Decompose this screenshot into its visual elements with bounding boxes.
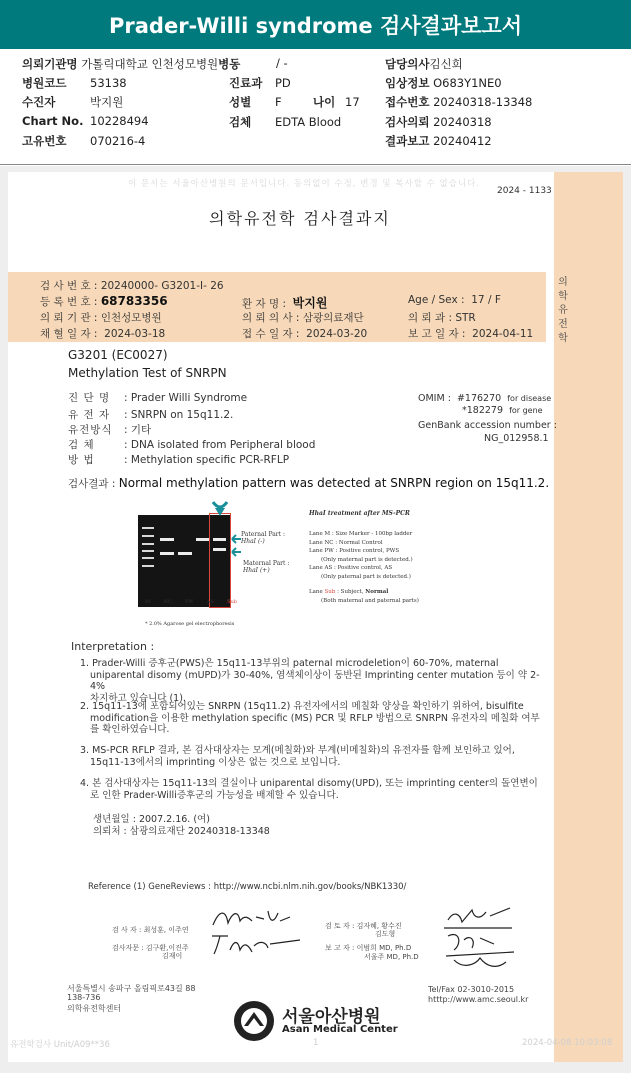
gel-lane-labels: M NC PW AS Sub — [145, 599, 237, 605]
requester: 의뢰처 : 삼광의료재단 20240318-13348 — [93, 826, 270, 837]
arrow-left-icon — [228, 547, 242, 557]
reg-no: 등 록 번 호 : 68783356 — [40, 294, 168, 308]
detail-specimen: 검 체 : DNA isolated from Peripheral blood — [68, 439, 316, 451]
header-dept-value: / - — [276, 56, 288, 70]
divider — [0, 49, 631, 51]
header-dept: 진료과 PD — [229, 76, 291, 90]
reporter-b: 서울주 MD, Ph.D — [364, 953, 419, 961]
footer-left: 유전학검사 Unit/A09**36 — [10, 1040, 110, 1050]
detail-gene: 유 전 자 : SNRPN on 15q11.2. — [68, 409, 234, 421]
header-request-date: 검사의뢰 20240318 — [385, 115, 492, 129]
interpretation-title: Interpretation : — [71, 640, 155, 653]
examiner2-b: 김재이 — [162, 952, 183, 960]
exam-no: 검 사 번 호 : 20240000- G3201-I- 26 — [40, 280, 224, 292]
hospital-logo — [233, 1000, 275, 1042]
request-inst: 의 뢰 기 관 : 인천성모병원 — [40, 312, 162, 324]
reviewer: 검 토 자 : 김자혜, 황수진 — [325, 922, 402, 930]
signature-image — [440, 900, 520, 980]
genbank-value: NG_012958.1 — [484, 433, 549, 444]
interpretation-item: 2. 15q11-13에 포함되어있는 SNRPN (15q11.2) 유전자에서의 메칠화 양상을 확인하기 위하여, bisulfite modification을 이용한 methylation specific (MS) PCR 및 RFLP 방법으로 SNRPN 유전자의 메칠화 여부 를 확인하였습니다. — [80, 701, 540, 735]
patient-name: 환 자 명 : 박지원 — [242, 296, 328, 310]
header-report-date: 결과보고 20240412 — [385, 134, 492, 148]
signature-image — [208, 903, 293, 931]
contact-line: htttp://www.amc.seoul.kr — [428, 995, 529, 1004]
age-sex: Age / Sex : 17 / F — [408, 294, 501, 306]
header-unique-no: 고유번호 070216-4 — [22, 134, 146, 148]
header-doctor: 담당의사김신희 — [385, 57, 463, 71]
address-line: 서울특별시 송파구 올림픽로43길 88 — [67, 984, 196, 993]
header-chart-no: Chart No. 10228494 — [22, 114, 149, 128]
footer-timestamp: 2024-04-08 10:03:08 — [522, 1038, 613, 1048]
report-date: 보 고 일 자 : 2024-04-11 — [408, 328, 534, 340]
subject-lane-highlight — [209, 513, 231, 608]
gel-legend: Lane M : Size Marker - 100bp ladder Lane NC : Normal Control Lane PW : Positive control, PWS (Only maternal part is detected.) Lane AS : Positive control, AS (Only paternal part is detected.) — [309, 531, 413, 580]
header-specimen: 검체 EDTA Blood — [229, 115, 342, 129]
address-line: 138-736 — [67, 993, 101, 1002]
interpretation-item: 1. Prader-Willi 증후군(PWS)은 15q11-13부위의 paternal microdeletion이 60-70%, maternal uniparental disomy (mUPD)가 30-40%, 염색체이상이 동반된 Imprinting center mutation 등이 약 2-4% 차지하고 있습니다 (1). — [80, 658, 540, 704]
reporter: 보 고 자 : 이범희 MD, Ph.D — [325, 944, 412, 952]
receive-date: 접 수 일 자 : 2024-03-20 — [242, 328, 368, 340]
contact-line: Tel/Fax 02-3010-2015 — [428, 985, 515, 994]
report-title-bar — [0, 0, 631, 49]
report-title: Prader-Willi syndrome 검사결과보고서 — [109, 13, 522, 38]
side-label: 의 학 유 전 학 — [558, 277, 568, 344]
header-clinical-info: 임상정보 O683Y1NE0 — [385, 76, 502, 90]
examiner2: 검사자문 : 김구환,이진주 — [112, 944, 189, 952]
exam-info-box — [8, 272, 546, 342]
address-line: 의학유전학센터 — [67, 1004, 122, 1013]
header-divider — [0, 164, 631, 165]
detail-inheritance: 유전방식 : 기타 — [68, 424, 152, 436]
request-dept: 의 뢰 과 : STR — [408, 312, 476, 324]
test-name: Methylation Test of SNRPN — [68, 366, 227, 380]
genbank-label: GenBank accession number : — [418, 420, 557, 431]
birth-date: 생년월일 : 2007.2.16. (여) — [93, 814, 210, 825]
omim-2: *182279 for gene — [462, 405, 543, 416]
header-inst: 의뢰기관명 가톨릭대학교 인천성모병원병동 — [22, 57, 241, 71]
omim-1: OMIM : #176270 for disease — [418, 393, 552, 404]
detail-diagnosis: 진 단 명 : Prader Willi Syndrome — [68, 392, 248, 404]
result: 검사결과 : Normal methylation pattern was detected at SNRPN region on 15q11.2. — [68, 476, 550, 490]
header-sex: 성별 F — [229, 95, 282, 109]
footer-page: 1 — [313, 1038, 319, 1048]
collect-date: 채 혈 일 자 : 2024-03-18 — [40, 328, 166, 340]
header-patient: 수진자 박지원 — [22, 95, 124, 109]
hospital-name-en: Asan Medical Center — [282, 1024, 398, 1035]
hospital-name-kr: 서울아산병원 — [282, 1007, 381, 1027]
arrow-down-icon — [209, 500, 231, 518]
interpretation-item: 3. MS-PCR RFLP 결과, 본 검사대상자는 모계(메칠화)와 부계(비메칠화)의 유전자를 함께 보인하고 있어, 15q11-13에서의 imprinting 이상은 없는 것으로 보입니다. — [80, 745, 515, 768]
gel-legend-subject: Lane Sub : Subject, Normal (Both maternal and paternal parts) — [309, 589, 419, 604]
detail-method: 방 법 : Methylation specific PCR-RFLP — [68, 454, 290, 466]
interpretation-item: 4. 본 검사대상자는 15q11-13의 결실이나 uniparental disomy(UPD), 또는 imprinting center의 돌연변이 로 인한 Prader-Willi증후군의 가능성을 배제할 수 있습니다. — [80, 778, 538, 801]
test-code: G3201 (EC0027) — [68, 348, 168, 362]
document-title: 의학유전학 검사결과지 — [209, 209, 391, 228]
gel-legend-title: HhaI treatment after MS-PCR — [309, 510, 410, 517]
header-receipt-no: 접수번호 20240318-13348 — [385, 95, 533, 109]
patient-header — [0, 53, 631, 163]
reviewer-b: 김도형 — [375, 930, 396, 938]
paternal-label: Paternal Part : HhaI (-) — [241, 531, 285, 545]
gel-caption: * 2.0% Agarose gel electrophoresis — [145, 621, 235, 627]
document-number: 2024 - 1133 — [497, 186, 552, 196]
reference: Reference (1) GeneReviews : http://www.ncbi.nlm.nih.gov/books/NBK1330/ — [88, 882, 407, 892]
maternal-label: Maternal Part : HhaI (+) — [243, 560, 290, 574]
arrow-left-icon — [228, 534, 242, 544]
request-doctor: 의 뢰 의 사 : 삼광의료재단 — [242, 312, 364, 324]
signature-image — [208, 930, 303, 958]
header-age: 나이 17 — [313, 95, 360, 109]
examiner: 검 사 자 : 최성훈, 이주연 — [112, 926, 189, 934]
document-notice: 이 문서는 서울아산병원의 문서입니다. 동의없이 수정, 변경 및 복사할 수 없습니다. — [128, 179, 481, 189]
header-hospital-code: 병원코드 53138 — [22, 76, 127, 90]
